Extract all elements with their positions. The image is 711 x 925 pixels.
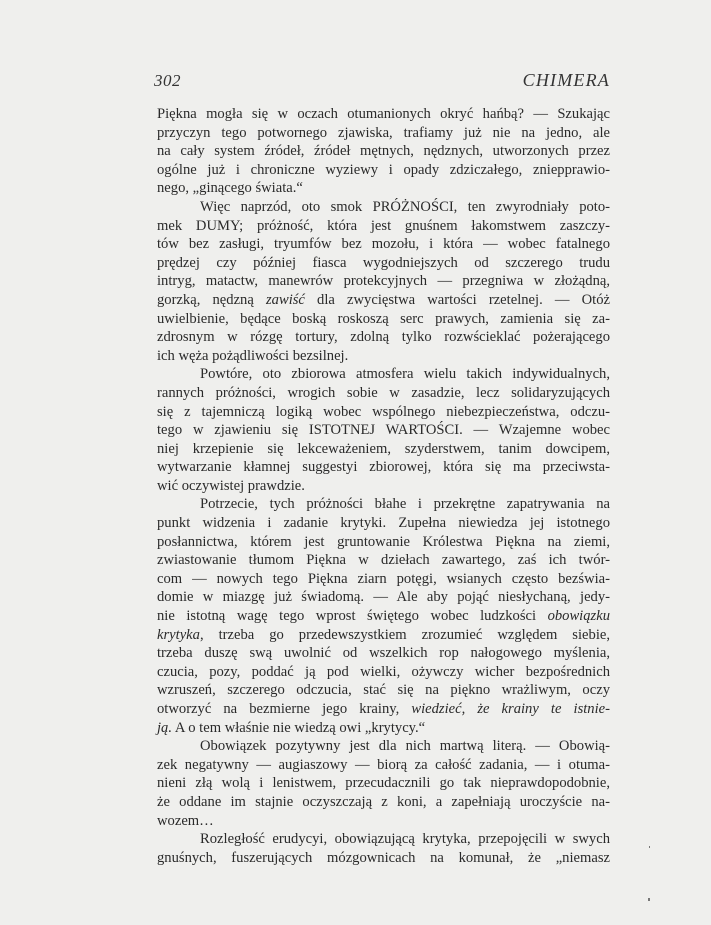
text-line: ogólne już i chroniczne wyziewy i opady zdziczałego, zniepprawio- bbox=[157, 161, 610, 178]
italic-emphasis: obowiązku bbox=[547, 608, 610, 625]
text-line: trzeba duszę swą uwolnić od wszelkich rop nałogowego myślenia, bbox=[157, 645, 610, 662]
page-number: 302 bbox=[154, 71, 181, 90]
text-line: gnuśnych, fuszerujących mózgownicach na komunał, że „niemasz bbox=[157, 849, 610, 866]
text-segment: gorzką, nędzną bbox=[157, 291, 266, 308]
text-line: czucia, pozy, poddać ją pod wielki, ożywczy wicher bezpośrednich bbox=[157, 663, 610, 680]
text-line: przyczyn tego potwornego zjawiska, trafiamy już nie na jedno, ale bbox=[157, 124, 610, 141]
text-line bbox=[157, 700, 610, 719]
text-line: mek DUMY; próżność, która jest gnuśnem łakomstwem zaszczy- bbox=[157, 217, 610, 234]
text-line: niej krzepienie się lekceważeniem, szyderstwem, tanim dowcipem, bbox=[157, 440, 610, 457]
text-line: intryg, matactw, manewrów protekcyjnych — przegniwa w złożądną, bbox=[157, 273, 610, 290]
text-line: zdrosnym w rózgę tortury, zdolną tylko rozwścieklać pożerającego bbox=[157, 329, 610, 346]
page-header bbox=[154, 70, 610, 94]
text-line: tego w zjawieniu się ISTOTNEJ WARTOŚCI. — Wzajemne wobec bbox=[157, 422, 610, 439]
text-line: Piękna mogła się w oczach otumanionych okryć hańbą? — Szukając bbox=[157, 106, 610, 122]
text-line bbox=[157, 719, 610, 738]
italic-emphasis: ją. bbox=[157, 719, 172, 736]
text-line: com — nowych tego Piękna ziarn potęgi, wsianych często bezświa- bbox=[157, 570, 610, 587]
text-line: posłannictwa, którem jest gruntowanie Królestwa Piękna na ziemi, bbox=[157, 533, 610, 550]
text-segment: dla zwycięstwa wartości rzetelnej. — Otóż bbox=[304, 291, 610, 308]
text-line: uwielbienie, będące boską roskoszą serc prawych, zamienia się za- bbox=[157, 310, 610, 327]
paragraph-start-line: Rozległość erudycyi, obowiązującą krytyka, przepojęcili w swych bbox=[200, 831, 610, 848]
text-line bbox=[157, 607, 610, 626]
text-line: nieni złą wolą i lenistwem, przecudacznili go tak nieprawdopodobnie, bbox=[157, 775, 610, 792]
text-line: wić oczywistej prawdzie. bbox=[157, 477, 305, 494]
text-segment: , trzeba go przedewszystkiem zrozumieć względem siebie, bbox=[199, 626, 610, 643]
text-line: wzruszeń, szczerego odczucia, stać się na piękno wrażliwym, oczy bbox=[157, 682, 610, 699]
text-line bbox=[157, 626, 610, 645]
text-line: domie w miazgę już świadomą. — Ale aby pojąć niesłychaną, jedy- bbox=[157, 589, 610, 606]
text-line: rannych próżności, wrogich sobie w zasadzie, lecz solidaryzujących bbox=[157, 384, 610, 401]
body-text bbox=[157, 105, 610, 867]
paragraph-start-line: Obowiązek pozytywny jest dla nich martwą literą. — Obowią- bbox=[200, 738, 610, 755]
text-line: prędzej czy później fiasca wygodniejszych od szczerego trudu bbox=[157, 254, 610, 271]
paper-speck bbox=[649, 846, 650, 848]
text-line: że oddane im stajnie oczyszczają z koni, a zapełniają uroczyście na- bbox=[157, 793, 610, 810]
text-line bbox=[157, 291, 610, 310]
text-line: punkt widzenia i zadanie krytyki. Zupełna niewiedza jej istotnego bbox=[157, 515, 610, 532]
text-line: wytwarzanie kłamnej suggestyi zbiorowej, która się ma przeciwsta- bbox=[157, 459, 610, 476]
italic-emphasis: krytyka bbox=[157, 626, 200, 643]
text-line: wozem… bbox=[157, 812, 214, 829]
text-line: na cały system źródeł, źródeł mętnych, nędznych, utworzonych przez bbox=[157, 143, 610, 160]
text-line: zwiastowanie tłumom Piękna w dziełach zawartego, zaś ich twór- bbox=[157, 552, 610, 569]
text-line: zek negatywny — augiaszowy — biorą za całość zadania, — i otuma- bbox=[157, 756, 610, 773]
paragraph-start-line: Powtóre, oto zbiorowa atmosfera wielu takich indywidualnych, bbox=[200, 366, 610, 383]
text-line: tów bez zasługi, tryumfów bez mozołu, i która — wobec fatalnego bbox=[157, 236, 610, 253]
text-segment: nie istotną wagę tego wprost świętego wobec ludzkości bbox=[157, 608, 548, 625]
text-segment: otworzyć na bezmierne jego krainy, bbox=[157, 701, 412, 717]
paper-speck bbox=[648, 898, 650, 901]
text-line: nego, „ginącego świata.“ bbox=[157, 180, 303, 197]
paragraph-start-line: Więc naprzód, oto smok PRÓŻNOŚCI, ten zwyrodniały poto- bbox=[200, 198, 610, 215]
text-line: ich węża pożądliwości bezsilnej. bbox=[157, 347, 349, 364]
italic-emphasis: zawiść bbox=[265, 291, 305, 308]
running-title: CHIMERA bbox=[522, 70, 610, 90]
text-segment: A o tem właśnie nie wiedzą owi „krytycy.“ bbox=[172, 719, 426, 736]
text-line: się z tajemniczą logiką wobec wspólnego niebezpieczeństwa, odczu- bbox=[157, 403, 610, 420]
italic-emphasis: wiedzieć, że krainy te istnie- bbox=[411, 701, 610, 717]
paragraph-start-line: Potrzecie, tych próżności błahe i przekrętne zapatrywania na bbox=[200, 496, 610, 513]
